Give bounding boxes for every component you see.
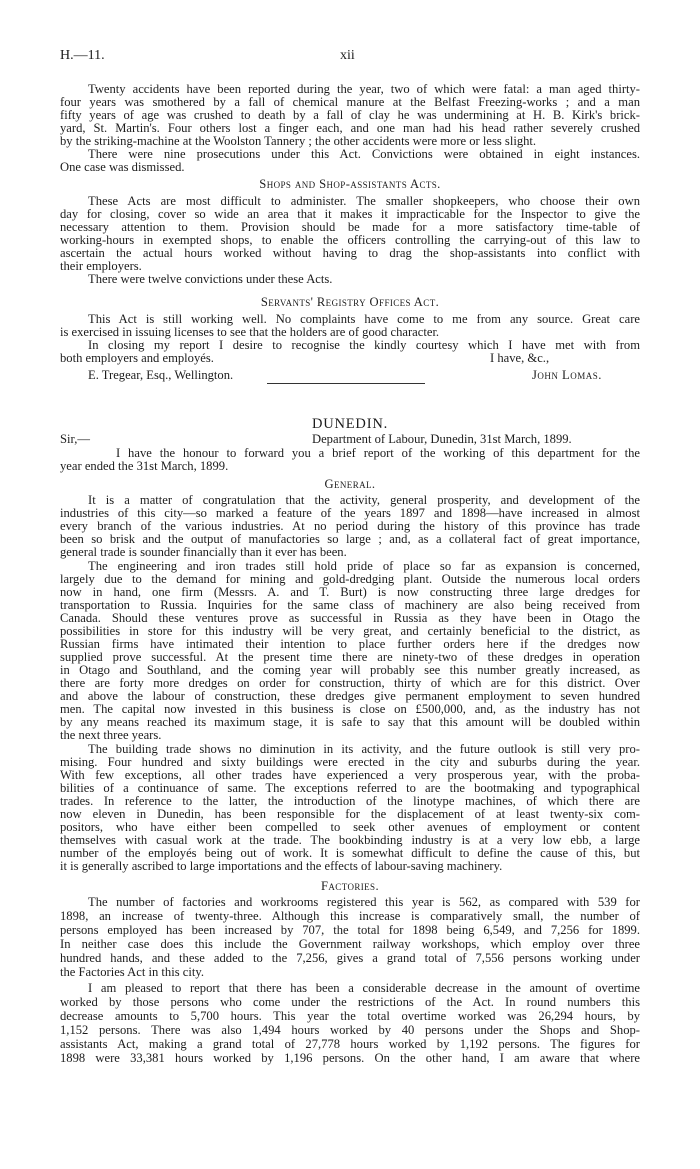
intro-line: year ended the 31st March, 1899. [60,460,229,473]
addressee: E. Tregear, Esq., Wellington. [88,369,234,382]
text-line: Twenty accidents have been reported during the year, two of which were fatal: a man aged thirty- [88,83,640,96]
text-line: by any means reached its maximum stage, it is safe to say that this amount will be doubled within [60,716,640,729]
text-line: their employers. [60,260,142,273]
text-line: themselves with casual work at the trade. The bookbinding industry is at a very low ebb, a large [60,834,640,847]
text-line: Russian firms have intimated their intention to place further orders here if the dredges now [60,638,640,651]
text-line: 1,152 persons. There was also 1,494 hours worked by 40 persons under the Shops and Shop- [60,1024,640,1037]
text-line: general trade is sounder financially than it ever has been. [60,546,347,559]
section-heading-shops: Shops and Shop-assistants Acts. [259,177,441,191]
text-line: now in hand, one firm (Messrs. A. and T. Burt) is now constructing three large dredges for [60,586,640,599]
text-line: both employers and employés. [60,352,214,365]
text-line: With few exceptions, all other trades have experienced a very prosperous year, with the proba- [60,769,640,782]
text-line: Canada. Should these ventures prove as successful in Russia as they have been in Otago the [60,612,640,625]
text-line: every branch of the various industries. At no period during the history of this province has trade [60,520,640,533]
text-line: by the striking-machine at the Woolston Tannery ; the other accidents were more or less slight. [60,135,537,148]
text-line: This Act is still working well. No complaints have come to me from any source. Great care [88,313,640,326]
text-line: mising. Four hundred and sixty buildings were erected in the city and suburbs during the year. [60,756,640,769]
text-line: yard, St. Martin's. Four others lost a finger each, and one man had his head rather severely crushed [60,122,640,135]
text-line: In closing my report I desire to recognise the kindly courtesy which I have met with from [88,339,640,352]
text-line: There were twelve convictions under these Acts. [88,273,333,286]
text-line: now eleven in Dunedin, has been responsible for the displacement of at least twenty-six com- [60,808,640,821]
text-line: I am pleased to report that there has been a considerable decrease in the amount of overtime [88,982,640,995]
text-line: is exercised in issuing licenses to see that the holders are of good character. [60,326,440,339]
text-line: One case was dismissed. [60,161,185,174]
text-line: It is a matter of congratulation that the activity, general prosperity, and development of the [88,494,640,507]
section-heading-servants: Servants' Registry Offices Act. [260,295,440,309]
text-line: possibilities in store for this industry will be very great, and certainly beneficial to the district, as [60,625,640,638]
text-line: 1898, an increase of twenty-three. Although this increase is comparatively small, the number of [60,910,640,923]
dunedin-title: DUNEDIN. [311,417,389,432]
text-line: industries of this city—so marked a feature of the years 1897 and 1898—have increased in almost [60,507,640,520]
text-line: persons employed has been increased by 707, the total for 1898 being 6,549, and 7,256 for 1899. [60,924,640,937]
section-heading-general: General. [324,477,376,491]
text-line: The building trade shows no diminution in its activity, and the future outlook is still very pro- [88,743,640,756]
text-line: day for closing, cover so wide an area that it makes it impracticable for the Inspector to give the [60,208,640,221]
intro-line: I have the honour to forward you a brief report of the working of this department for the [116,447,640,460]
text-line: transportation to Russia. Inquiries for the same class of machinery are also being received from [60,599,640,612]
section-heading-factories: Factories. [321,879,379,893]
text-line: decrease amounts to 5,700 hours. This year the total overtime worked was 26,294 hours, by [60,1010,640,1023]
text-line: necessary attention to them. Provision should be made for a more satisfactory time-table of [60,221,640,234]
text-line: largely due to the demand for mining and gold-dredging plant. Outside the numerous local orders [60,573,640,586]
text-line: worked by those persons who come under the restrictions of the Act. In round numbers this [60,996,640,1009]
text-line: it is generally ascribed to large importations and the effects of labour-saving machinery. [60,860,503,873]
text-line: These Acts are most difficult to administer. The smaller shopkeepers, who choose their own [88,195,640,208]
signature-john-lomas: John Lomas. [532,369,602,382]
dateline: Department of Labour, Dunedin, 31st March, 1899. [312,433,572,446]
text-line: hundred hands, and these added to the 7,256, gives a grand total of 7,556 persons working under [60,952,640,965]
text-line: assistants Act, making a grand total of 27,778 hours worked by 1,192 persons. The figures for [60,1038,640,1051]
text-line: there are forty more dredges on order for construction, thirty of which are for this district. Over [60,677,640,690]
text-line: fifty years of age was crushed to death by a fall of clay he was undermining at H. B. Kirk's brick- [60,109,640,122]
section-divider [267,383,425,384]
salutation: Sir,— [60,433,90,446]
text-line: been so brisk and the output of manufactories so large ; and, as a collateral fact of great importance, [60,533,640,546]
text-line: trades. In reference to the latter, the introduction of the linotype machines, of which there are [60,795,640,808]
text-line: the next three years. [60,729,162,742]
text-line: In neither case does this include the Government railway workshops, which employ over three [60,938,640,951]
page-reference: H.—11. [60,48,105,63]
text-line: The engineering and iron trades still hold pride of place so far as expansion is concerned, [88,560,640,573]
text-line: ascertain the actual hours worked without having to drag the shop-assistants into conflict with [60,247,640,260]
text-line: and above the labour of construction, these dredges give permanent employment to seven hundred [60,690,640,703]
text-line: four years was smothered by a fall of chemical manure at the Belfast Freezing-works ; and a man [60,96,640,109]
closing-formula: I have, &c., [490,352,550,365]
text-line: number of the employés being out of work. It is somewhat difficult to define the cause of this, but [60,847,640,860]
text-line: bilities of a continuance of same. The exceptions referred to are the bootmaking and typographical [60,782,640,795]
text-line: working-hours in exempted shops, to enable the officers controlling the carrying-out of this law to [60,234,640,247]
text-line: the Factories Act in this city. [60,966,204,979]
text-line: There were nine prosecutions under this Act. Convictions were obtained in eight instances. [88,148,640,161]
text-line: The number of factories and workrooms registered this year is 562, as compared with 539 for [88,896,640,909]
text-line: 1898 were 33,381 hours worked by 1,196 persons. On the other hand, I am aware that where [60,1052,640,1065]
page-number: xii [340,48,355,63]
text-line: in Otago and Southland, and the coming year will probably see this number greatly increased, as [60,664,640,677]
text-line: men. The capital now invested in this business is close on £500,000, and, as the industry has not [60,703,640,716]
text-line: supplied prove successful. At the present time there are ninety-two of these dredges in operation [60,651,640,664]
text-line: positors, who have either been compelled to seek other avenues of employment or content [60,821,640,834]
